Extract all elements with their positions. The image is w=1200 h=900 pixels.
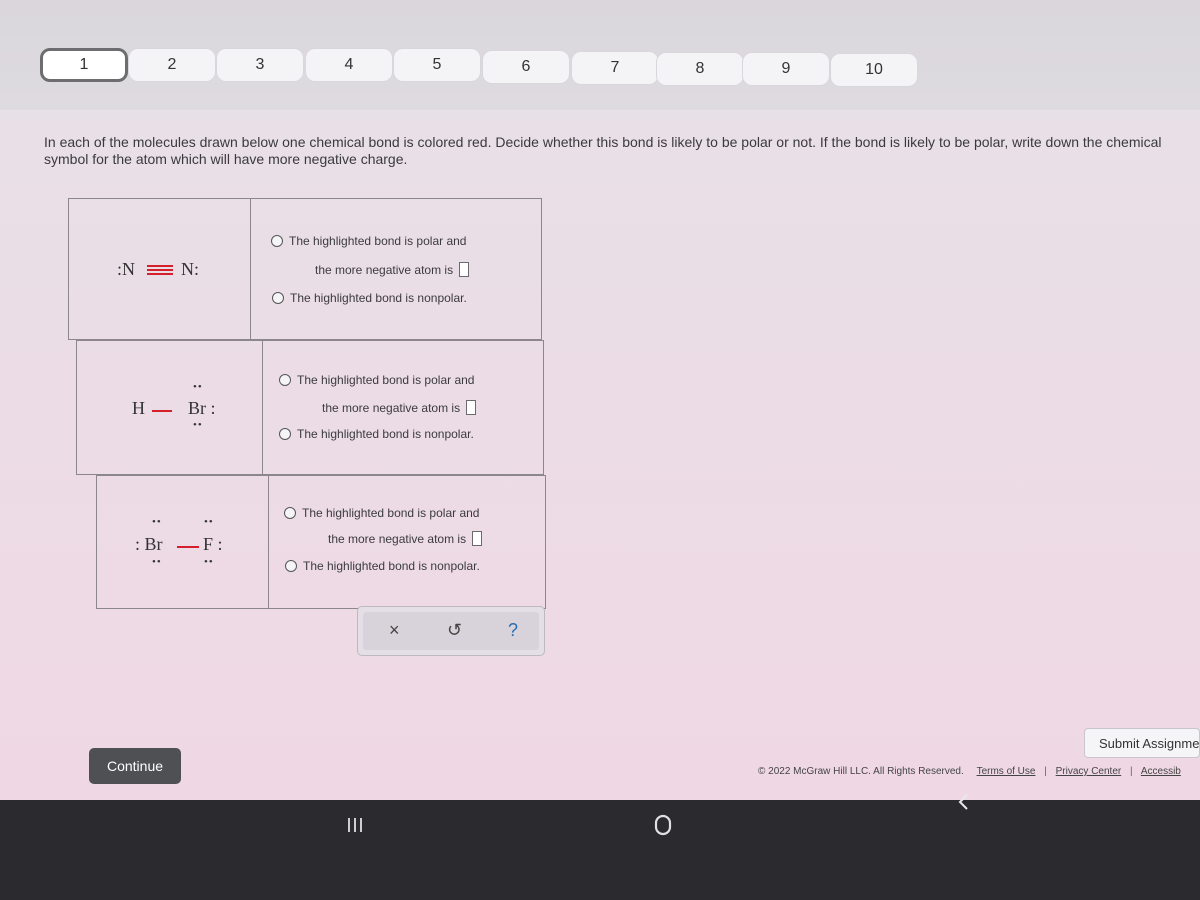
atom-br: Br : xyxy=(188,398,216,418)
top-bar xyxy=(0,0,1200,110)
option-nonpolar-1[interactable]: The highlighted bond is nonpolar. xyxy=(272,291,467,305)
lone-pair-top-br: •• xyxy=(193,381,203,393)
terms-of-use-link[interactable]: Terms of Use xyxy=(976,766,1036,777)
option-nonpolar-2[interactable]: The highlighted bond is nonpolar. xyxy=(279,427,474,441)
submit-assignment-button[interactable]: Submit Assignme xyxy=(1084,728,1200,758)
molecule-cell-2 xyxy=(76,340,263,475)
more-negative-row-3: the more negative atom is xyxy=(328,531,482,546)
question-button-9[interactable]: 9 xyxy=(742,52,830,86)
back-icon[interactable] xyxy=(955,792,971,812)
question-button-5[interactable]: 5 xyxy=(393,48,481,82)
atom-h: H xyxy=(132,398,145,418)
molecule-cell-1 xyxy=(68,198,251,340)
question-button-6[interactable]: 6 xyxy=(482,50,570,84)
question-button-8[interactable]: 8 xyxy=(656,52,744,86)
radio-polar-2[interactable] xyxy=(279,374,291,386)
option-polar-1[interactable]: The highlighted bond is polar and xyxy=(271,234,466,248)
options-cell-2 xyxy=(262,340,544,475)
instructions-text: In each of the molecules drawn below one chemical bond is colored red. Decide whether this bond is likely to be polar or not. If the bond is likely to be polar, write down the chemical symbol for the atom which will have more negative charge. xyxy=(44,134,1162,167)
continue-button[interactable]: Continue xyxy=(89,748,181,784)
more-negative-atom-input-3[interactable] xyxy=(472,531,482,546)
question-button-3[interactable]: 3 xyxy=(216,48,304,82)
question-button-7[interactable]: 7 xyxy=(571,51,659,85)
device-navigation-bar xyxy=(0,800,1200,900)
privacy-center-link[interactable]: Privacy Center xyxy=(1055,766,1122,777)
footer-separator: | xyxy=(1044,766,1047,777)
more-negative-atom-input-1[interactable] xyxy=(459,262,469,277)
single-bond-red-br-f xyxy=(177,546,199,548)
answer-toolbar xyxy=(357,606,545,656)
lone-pair-bottom-f: •• xyxy=(204,556,214,568)
footer xyxy=(758,766,1200,777)
radio-nonpolar-2[interactable] xyxy=(279,428,291,440)
option-polar-3[interactable]: The highlighted bond is polar and xyxy=(284,506,479,520)
question-button-4[interactable]: 4 xyxy=(305,48,393,82)
recent-apps-icon[interactable] xyxy=(345,816,365,834)
more-negative-row-2: the more negative atom is xyxy=(322,400,476,415)
options-cell-3 xyxy=(268,475,546,609)
lone-pair-bottom-br: •• xyxy=(152,556,162,568)
radio-polar-3[interactable] xyxy=(284,507,296,519)
option-nonpolar-3[interactable]: The highlighted bond is nonpolar. xyxy=(285,559,480,573)
toolbar-inner xyxy=(363,612,539,650)
option-polar-2[interactable]: The highlighted bond is polar and xyxy=(279,373,474,387)
question-button-1[interactable]: 1 xyxy=(40,48,128,82)
home-icon[interactable] xyxy=(652,814,674,836)
lone-pair-top-f: •• xyxy=(204,516,214,528)
more-negative-row-1: the more negative atom is xyxy=(315,262,469,277)
lone-pair-bottom-br: •• xyxy=(193,419,203,431)
lone-pair-top-br: •• xyxy=(152,516,162,528)
atom-n-right: N: xyxy=(181,259,199,279)
clear-icon[interactable]: × xyxy=(389,620,400,640)
radio-nonpolar-3[interactable] xyxy=(285,560,297,572)
question-button-2[interactable]: 2 xyxy=(128,48,216,82)
undo-icon[interactable]: ↺ xyxy=(447,620,463,640)
question-button-10[interactable]: 10 xyxy=(830,53,918,87)
molecule-cell-3 xyxy=(96,475,269,609)
radio-polar-1[interactable] xyxy=(271,235,283,247)
options-cell-1 xyxy=(250,198,542,340)
atom-n-left: :N xyxy=(117,259,135,279)
triple-bond-red xyxy=(147,265,173,276)
atom-f: F : xyxy=(203,534,223,554)
accessibility-link[interactable]: Accessib xyxy=(1140,766,1181,777)
single-bond-red-h-br xyxy=(152,410,172,412)
atom-br: : Br xyxy=(135,534,163,554)
footer-separator: | xyxy=(1130,766,1133,777)
help-icon[interactable]: ? xyxy=(508,620,519,640)
radio-nonpolar-1[interactable] xyxy=(272,292,284,304)
more-negative-atom-input-2[interactable] xyxy=(466,400,476,415)
copyright-text: © 2022 McGraw Hill LLC. All Rights Reserved. xyxy=(758,766,964,777)
